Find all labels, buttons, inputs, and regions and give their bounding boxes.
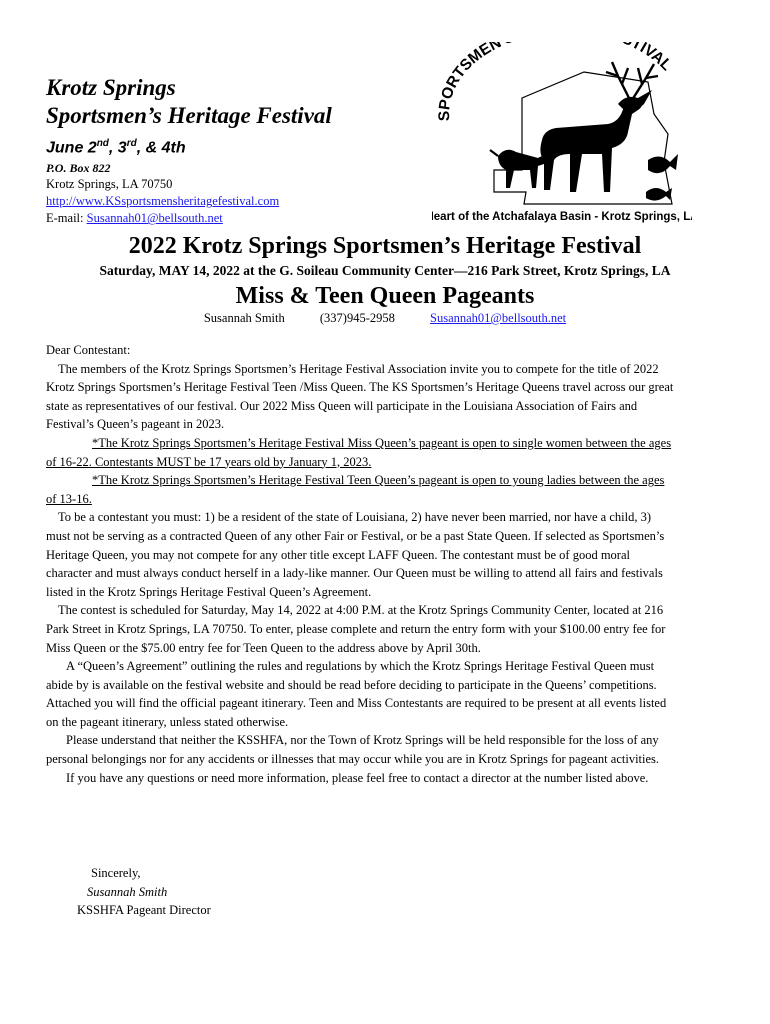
page-title: 2022 Krotz Springs Sportsmen’s Heritage Festival (128, 233, 642, 259)
contact-email-link[interactable]: Susannah01@bellsouth.net (430, 311, 567, 325)
contact-phone: (337)945-2958 (319, 311, 395, 325)
dog-icon (490, 150, 548, 188)
contact-name: Susannah Smith (203, 311, 285, 325)
paragraph-schedule: The contest is scheduled for Saturday, May 14, 2022 at 4:00 P.M. at the Krotz Springs Community Center, located at 216 Park Street in Krotz Springs, LA 70750. To enter, please complete and return the entry form with your $100.00 entry fee for Miss Queen or the $75.00 entry fee for Teen Queen to the address above by April 30th. (46, 603, 666, 655)
letter-closing (77, 864, 211, 920)
festival-logo (432, 42, 692, 228)
city-address: Krotz Springs, LA 70750 (46, 177, 173, 192)
email-line: E-mail: Susannah01@bellsouth.net (46, 211, 223, 226)
paragraph-miss-eligibility: *The Krotz Springs Sportsmen’s Heritage Festival Miss Queen’s pageant is open to single women between the ages of 16-22. Contestants MUST be 17 years old by January 1, 2023. (46, 435, 672, 469)
org-name-line2: Sportsmen’s Heritage Festival (46, 103, 332, 128)
paragraph-teen-eligibility: *The Krotz Springs Sportsmen’s Heritage Festival Teen Queen’s pageant is open to young ladies between the ages of 13-16. (46, 473, 665, 506)
letterhead (46, 74, 426, 227)
po-box: P.O. Box 822 (46, 161, 111, 176)
org-name-line1: Krotz Springs (46, 75, 176, 100)
paragraph-invitation: The members of the Krotz Springs Sportsmen’s Heritage Festival Association invite you to compete for the title of 2022 Krotz Springs Sportsmen’s Heritage Festival Teen /Miss Queen. The KS Sportsmen’s Heritage Queens travel across our great state as representatives of our festival. Our 2022 Miss Queen will participate in the Louisiana Association of Fairs and Festival’s Queen’s pageant in 2023. (46, 361, 674, 432)
signature: Susannah Smith (87, 884, 168, 899)
pageant-title: Miss & Teen Queen Pageants (235, 283, 535, 309)
website-link[interactable]: http://www.KSsportsmensheritagefestival.com (46, 194, 280, 209)
closing-sincerely: Sincerely, (91, 866, 141, 880)
festival-dates: June 2nd, 3rd, & 4th (46, 138, 186, 157)
signer-title: KSSHFA Pageant Director (77, 903, 211, 917)
paragraph-questions: If you have any questions or need more information, please feel free to contact a director at the number listed above. (66, 770, 649, 785)
paragraph-agreement: A “Queen’s Agreement” outlining the rules and regulations by which the Krotz Springs Heritage Festival Queen must abide by is available on the festival website and should be read before deciding to participate in the Queens’ competitions. Attached you will find the official pageant itinerary. Teen and Miss Contestants are required to be present at all events listed on the pageant itinerary, unless stated otherwise. (46, 659, 667, 729)
logo-svg (432, 42, 692, 228)
deer-icon (540, 62, 658, 192)
fish-icon (646, 154, 678, 201)
letter-body (46, 341, 676, 787)
paragraph-liability: Please understand that neither the KSSHFA, nor the Town of Krotz Springs will be held responsible for the loss of any personal belongings nor for any accidents or illnesses that may occur while you are in Krotz Springs for pageant activities. (46, 733, 660, 767)
salutation: Dear Contestant: (46, 343, 131, 357)
paragraph-requirements: To be a contestant you must: 1) be a resident of the state of Louisiana, 2) have never been married, nor have a child, 3) must not be serving as a contracted Queen of any other Fair or Festival, or be a past State Queen. If selected as Sportsmen’s Heritage Queen, you may not compete for any other title except LAFF Queen. The contestant must be of good moral character and must always conduct herself in a lady-like manner. Our Queen must be willing to attend all fairs and festivals listed in the Krotz Springs Heritage Festival Queen’s Agreement. (46, 510, 665, 599)
contact-line (0, 310, 770, 326)
event-subline: Saturday, MAY 14, 2022 at the G. Soileau Community Center—216 Park Street, Krotz Springs, LA (99, 263, 671, 278)
email-link[interactable]: Susannah01@bellsouth.net (86, 211, 223, 226)
logo-tagline: Heart of the Atchafalaya Basin - Krotz Springs, LA (432, 211, 692, 223)
logo-arc-text: SPORTSMEN TIVAL (435, 42, 676, 122)
